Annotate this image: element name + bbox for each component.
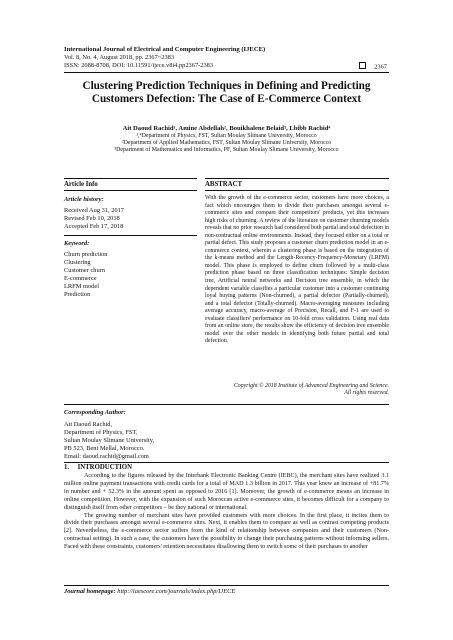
footer-rule bbox=[64, 585, 389, 586]
history-date: Accepted Feb 17, 2018 bbox=[64, 223, 124, 231]
affiliation-list bbox=[64, 133, 389, 155]
history-date: Revised Feb 10, 2018 bbox=[64, 215, 120, 223]
article-info-rule bbox=[64, 190, 197, 191]
corresponding-line: Email: daoud.rachid@gmail.com bbox=[64, 453, 149, 461]
corresponding-line: PB 523, Beni Mellal, Morocco. bbox=[64, 445, 145, 453]
copyright-line: All rights reserved. bbox=[344, 390, 389, 397]
keyword-heading: Keyword: bbox=[64, 240, 90, 247]
paragraph: According to the figures released by the Interbank Electronic Banking Centre (IEBC), the merchant sites have realized 3.1 million online payment transactions with credit cards for a total of MAD 1.3 billion in 2017. This year knew an increase of +81.7% in number and + 52.3% in the amount spent as opposed to 2016 [1]. Moreover, the growth of e-commerce means an increase in online competition. However, with the expansion of such Moroccan active e-commerce sites, it becomes difficult for a company to distinguish itself from other competitors – be they national or international. bbox=[64, 473, 389, 511]
paragraph: The growing number of merchant sites have provided customers with more choices. In the first place, it incites them to divide their purchases amongst several e-commerce sites. Next, it enables them to compare as well as contrast competing products [2]. Nevertheless, the e-commerce sector suffers from the kind of relationship between companies and their customers (Non-contractual setting). In such a case, the customers have the possibility to change their purchasing patterns without informing sellers. Faced with these constraints, customers' retention necessitates disallowing them to switch some of their purchases to another bbox=[64, 512, 389, 551]
keyword: Clustering bbox=[64, 259, 91, 267]
corresponding-bottom-rule bbox=[64, 462, 389, 463]
affiliation: ¹,⁴Department of Physics, FST, Sultan Moulay Slimane University, Morocco bbox=[136, 133, 317, 139]
issn-line: ISSN: 2088-8708, DOI: 10.11591/ijece.v8i4.pp2367-2383 bbox=[64, 62, 214, 69]
corresponding-line: Department of Physics, FST, bbox=[64, 429, 138, 437]
corresponding-author bbox=[64, 409, 264, 461]
keyword: Customer churn bbox=[64, 267, 105, 275]
page-number: 2367 bbox=[374, 63, 387, 71]
footer: Journal homepage: http://iaescore.com/journals/index.php/IJECE bbox=[64, 588, 236, 595]
affiliation: ³Department of Mathematics and Informatics, PF, Sultan Moulay Slimane University, Morocco bbox=[114, 147, 339, 154]
corresponding-heading: Corresponding Author: bbox=[64, 409, 126, 416]
introduction-body bbox=[64, 473, 389, 552]
paper-title: Clustering Prediction Techniques in Defining and Predicting Customers Defection: The Case of E-Commerce Context bbox=[82, 80, 371, 105]
abstract-heading: ABSTRACT bbox=[205, 181, 243, 188]
copyright-line: Copyright © 2018 Institute of Advanced Engineering and Science. bbox=[233, 383, 389, 389]
keyword: LRFM model bbox=[64, 283, 99, 291]
article-info-heading: Article Info bbox=[64, 181, 98, 188]
article-info-top-rule bbox=[64, 178, 197, 179]
abstract-rule bbox=[205, 190, 389, 191]
history-date: Received Aug 31, 2017 bbox=[64, 207, 124, 214]
section-heading-introduction: 1. INTRODUCTION bbox=[64, 464, 132, 471]
square-icon bbox=[359, 62, 366, 69]
journal-name: International Journal of Electrical and Computer Engineering (IJECE) bbox=[64, 46, 266, 53]
copyright bbox=[205, 383, 389, 398]
history-rule bbox=[64, 235, 197, 236]
keyword: Churn prediction bbox=[64, 251, 108, 258]
abstract-top-rule bbox=[205, 178, 389, 179]
corresponding-line: Ait Daoud Rachid, bbox=[64, 421, 113, 428]
keyword-block bbox=[64, 240, 197, 300]
corresponding-rule bbox=[64, 404, 389, 405]
affiliation: ²Department of Applied Mathematics, FST, Sultan Moulay Slimane University, Morocco bbox=[121, 140, 332, 147]
article-history bbox=[64, 196, 197, 231]
keyword: Prediction bbox=[64, 291, 91, 299]
keyword: E-commerce bbox=[64, 275, 97, 283]
header-rule bbox=[64, 72, 389, 73]
author-list: Ait Daoud Rachid¹, Amine Abdellah², Bouikhalene Belaid³, Lbibb Rachid⁴ bbox=[122, 125, 331, 132]
volume-line: Vol. 8, No. 4, August 2018, pp. 2367~2383 bbox=[64, 54, 175, 61]
corresponding-line: Sultan Moulay Slimane University, bbox=[64, 437, 155, 445]
page-number-block bbox=[359, 62, 387, 72]
journal-homepage-link[interactable]: http://iaescore.com/journals/index.php/IJECE bbox=[117, 588, 236, 595]
abstract-text: With the growth of the e-commerce sector, customers have more choices, a fact which encourages them to divide their purchases amongst several e-commerce sites and compare their competitors' products, yet this increases high risks of churning. A review of the literature on customer churning models reveals that no prior research had considered both partial and total defection in non-contractual online environments. Instead, they focused either on a total or partial defect. This study proposes a customer churn prediction model in an e-commerce context, wherein a clustering phase is based on the integration of the k-means method and the Length-Recency-Frequency-Monetary (LRFM) model. This phase is employed to define churn followed by a multi-class prediction phase based on three classification techniques: Simple decision tree, Artificial neural networks and Decision tree ensemble, in which the dependent variable classifies a particular customer into a customer continuing loyal buying patterns (Non-churned), a partial defector (Partially-churned), and a total defector (Totally-churned). Macro-averaging measures including average accuracy, macro-average of Precision, Recall, and F-1 are used to evaluate classifiers' performance on 10-fold cross validation. Using real data from an online store, the results show the efficiency of decision tree ensemble model over the other models in identifying both future partial and total defection. bbox=[205, 195, 389, 345]
footer-label: Journal homepage bbox=[64, 588, 114, 595]
history-heading: Article history: bbox=[64, 196, 104, 203]
